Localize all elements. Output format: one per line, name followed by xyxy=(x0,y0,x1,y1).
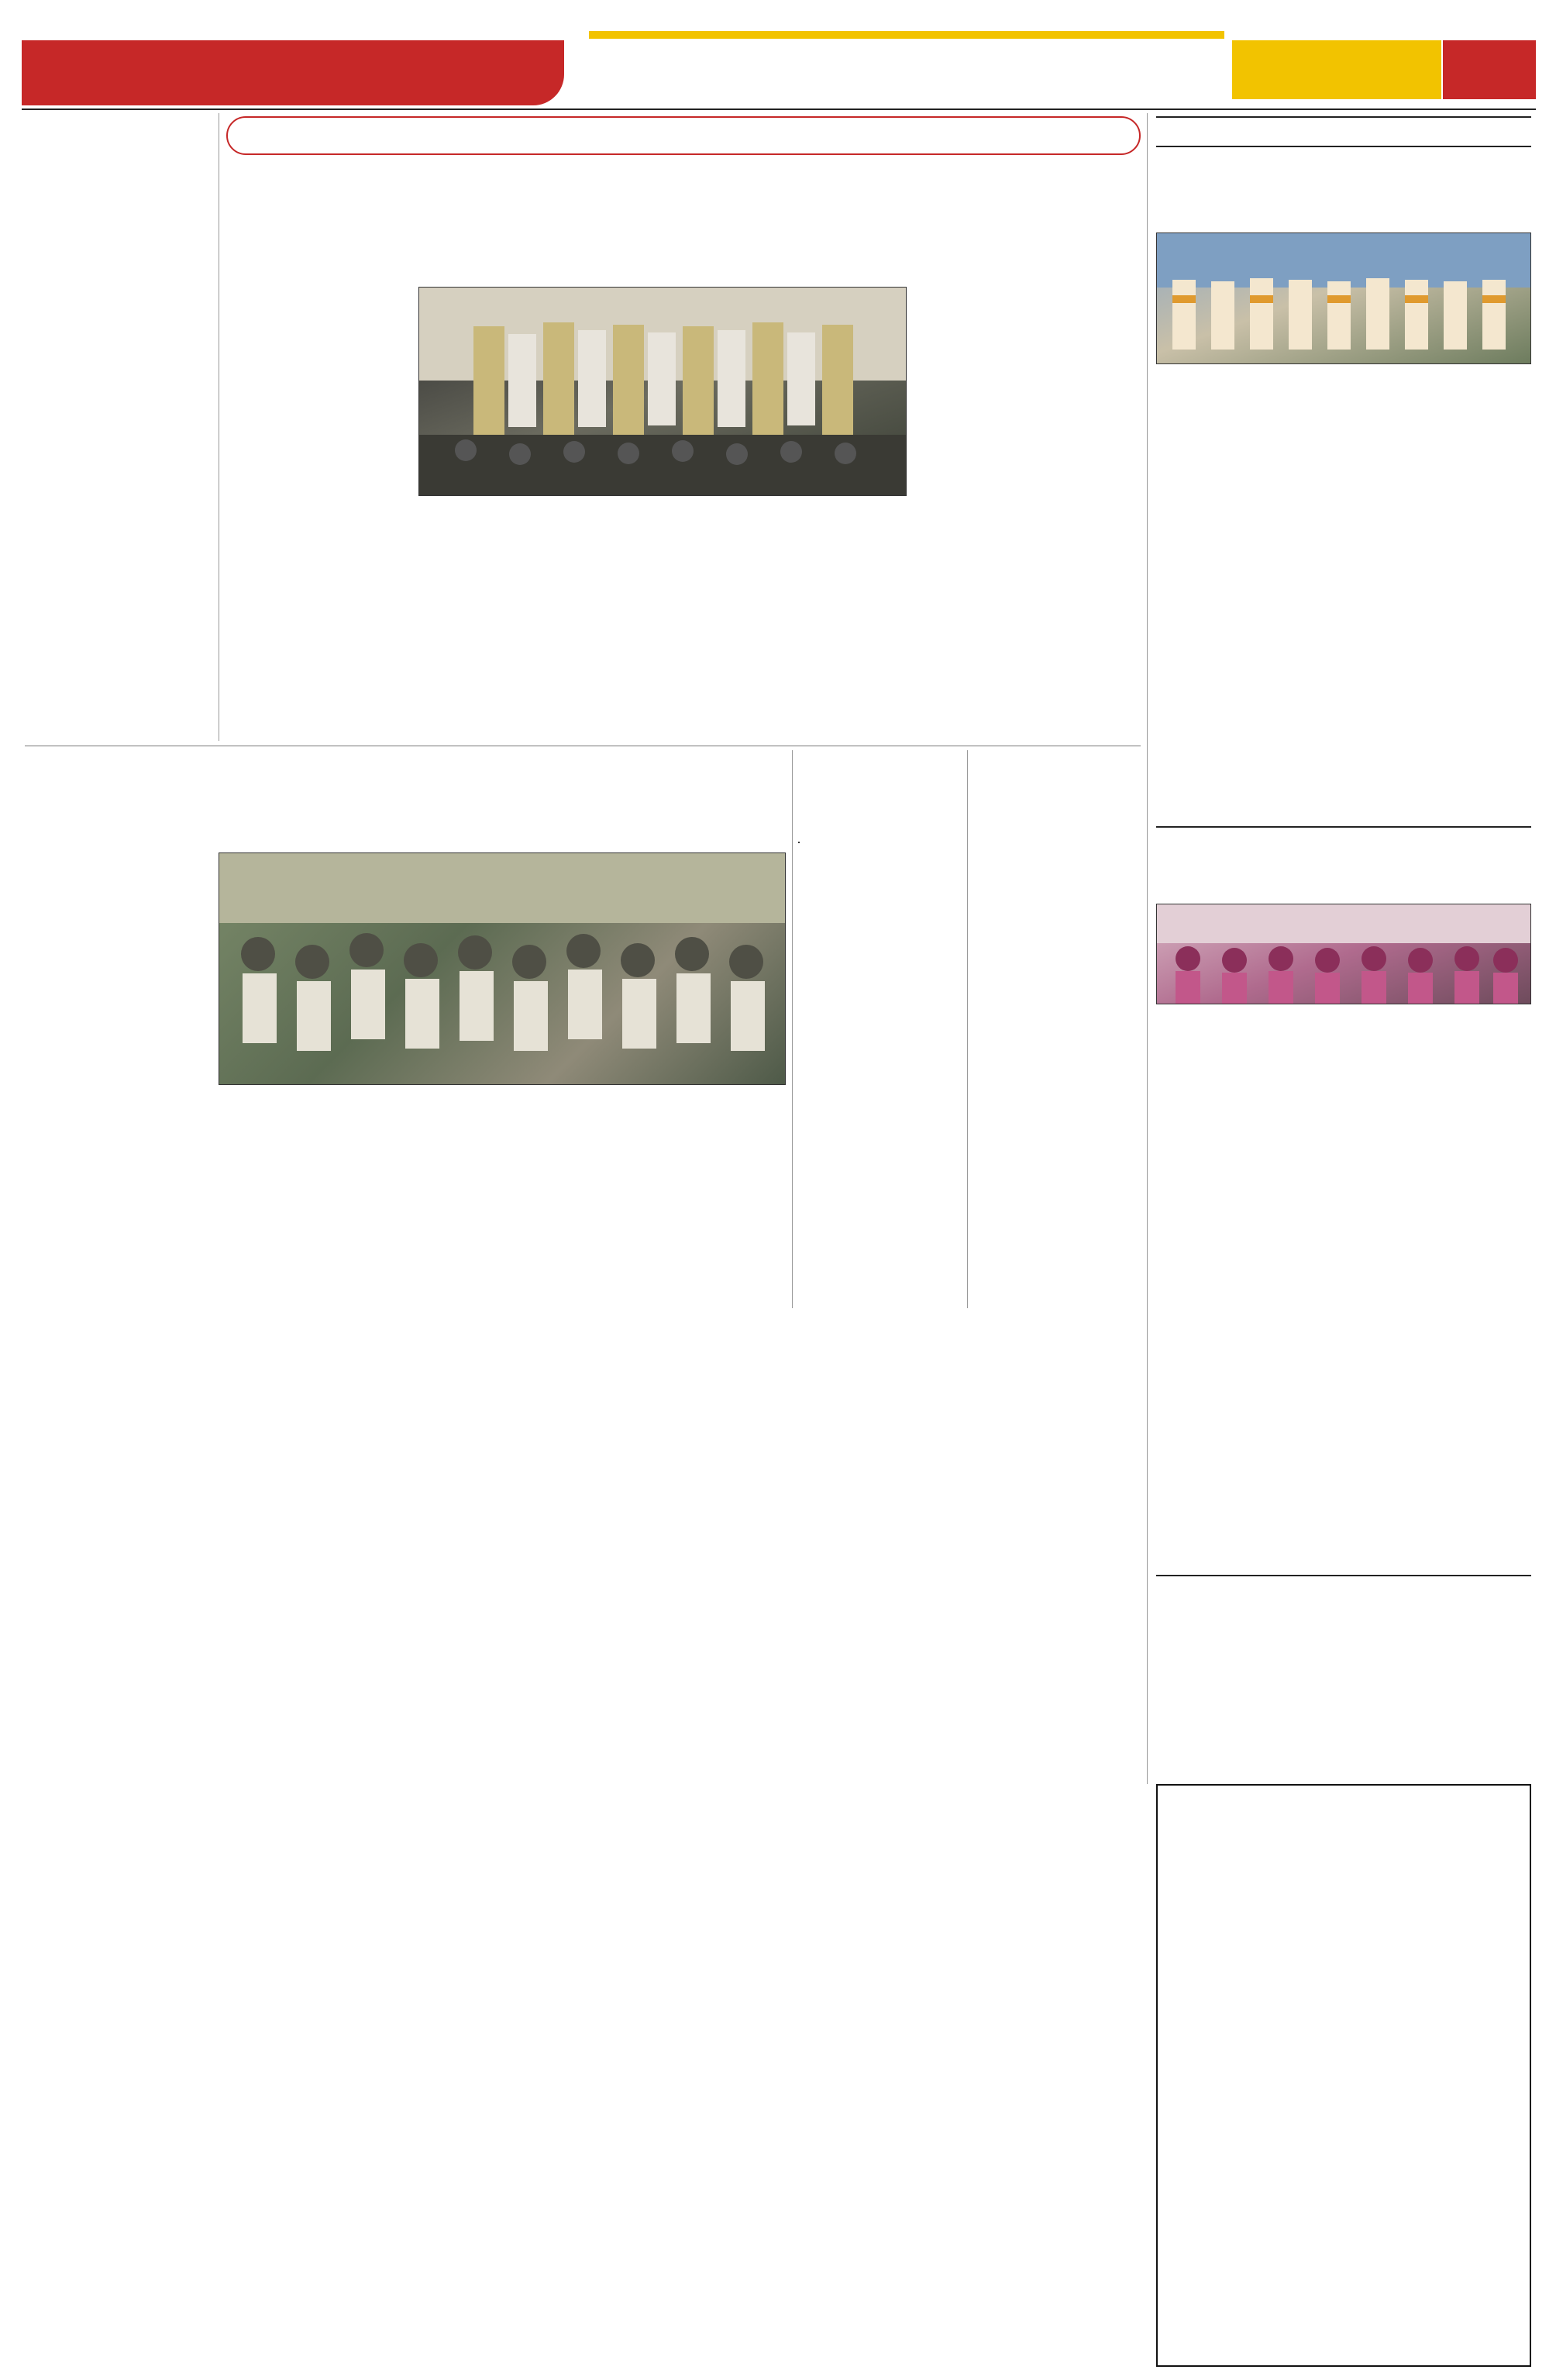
notice-ref-right xyxy=(1345,1862,1525,1879)
short-news-1-headline xyxy=(1156,152,1531,226)
column-rule xyxy=(792,750,793,1308)
jamanat-col3 xyxy=(504,1091,786,1308)
short-news-3-body xyxy=(1156,1620,1531,1775)
short-news-2-headline xyxy=(1156,826,1531,901)
main-col1 xyxy=(226,276,412,741)
short-news-1-body xyxy=(1156,370,1531,821)
main-col3 xyxy=(583,505,742,738)
masthead-date xyxy=(1007,51,1209,101)
left-story-body xyxy=(25,228,211,744)
main-headline xyxy=(226,160,1141,276)
protest-photo-art xyxy=(219,853,786,1085)
notice-body xyxy=(1164,1883,1523,2317)
seminar-photo-art xyxy=(1157,233,1531,364)
column-rule xyxy=(1147,113,1148,1784)
notice-ref-left xyxy=(1164,1862,1342,1879)
short-news-2-body xyxy=(1156,1009,1531,1570)
left-story-headline xyxy=(25,113,211,217)
column-rule xyxy=(967,750,968,1308)
paper-name xyxy=(1237,42,1438,98)
honor-photo xyxy=(1156,904,1531,1004)
section-title xyxy=(33,43,559,102)
police-group-photo xyxy=(418,287,907,496)
jamanat-subhead xyxy=(77,801,775,835)
notice-title xyxy=(1162,1789,1525,1858)
masthead-city-day xyxy=(1034,23,1205,50)
page-number xyxy=(1443,40,1536,99)
kathavachak-photo xyxy=(798,842,800,843)
short-news-3-headline xyxy=(1156,1575,1531,1617)
bhakti-headline xyxy=(973,750,1144,753)
main-kicker xyxy=(232,119,1134,152)
main-col5 xyxy=(913,287,1139,741)
jamanat-col2 xyxy=(219,1091,497,1308)
main-col4 xyxy=(747,505,907,738)
honor-photo-art xyxy=(1157,904,1531,1004)
police-group-photo-art xyxy=(419,288,907,496)
congress-col xyxy=(798,842,961,1308)
congress-headline xyxy=(798,753,961,839)
notice-signature xyxy=(1361,2320,1523,2362)
jamanat-headline xyxy=(25,750,792,800)
main-col2 xyxy=(418,505,577,738)
short-news-label xyxy=(1156,118,1531,146)
jamanat-col1 xyxy=(25,859,211,1308)
masthead-rule xyxy=(22,108,1536,110)
seminar-photo xyxy=(1156,232,1531,364)
masthead xyxy=(0,0,1556,108)
protest-photo xyxy=(219,852,786,1085)
